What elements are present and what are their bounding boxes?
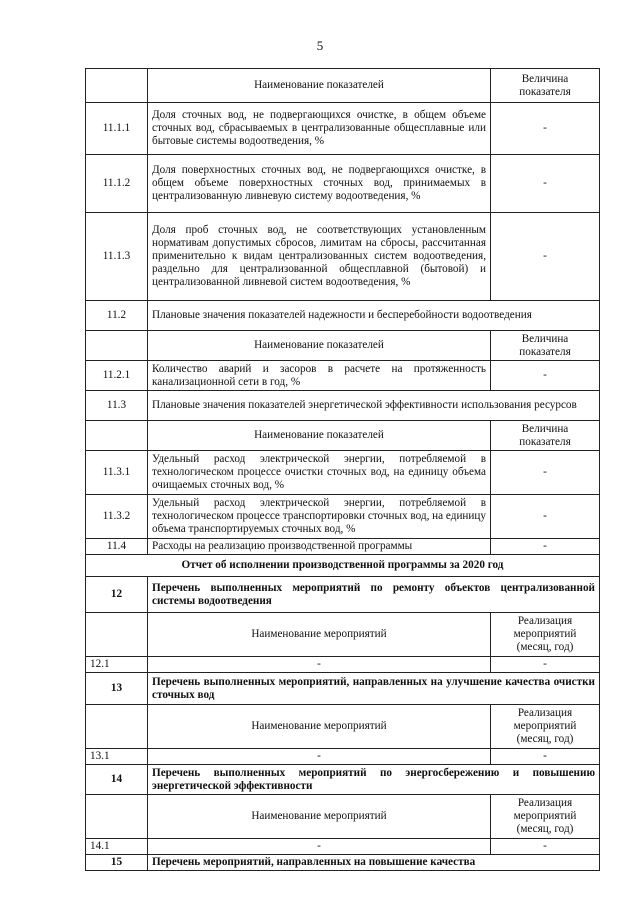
section-title: Плановые значения показателей надежности и бесперебойности водоотведения (148, 301, 600, 331)
row-value: - (491, 213, 600, 301)
indicators-table (85, 68, 600, 871)
table-header-row (86, 613, 600, 657)
report-title: Отчет об исполнении производственной программы за 2020 год (86, 555, 600, 577)
header-name-cell: Наименование мероприятий (148, 795, 491, 839)
table-row (86, 213, 600, 301)
section-title: Перечень выполненных мероприятий по ремонту объектов централизованной системы водоотведения (148, 577, 600, 613)
header-value-cell: Величина показателя (491, 421, 600, 451)
table-row (86, 361, 600, 391)
table-header-row (86, 69, 600, 103)
row-number: 14.1 (86, 839, 148, 855)
header-name-cell: Наименование показателей (148, 421, 491, 451)
row-value: - (491, 103, 600, 155)
row-number: 12.1 (86, 657, 148, 673)
table-row (86, 451, 600, 495)
row-value: - (491, 155, 600, 213)
row-number: 11.2.1 (86, 361, 148, 391)
header-value-cell: Реализация мероприятий (месяц, год) (491, 613, 600, 657)
row-number: 11.1.2 (86, 155, 148, 213)
row-number: 11.3 (86, 391, 148, 421)
table-header-row (86, 331, 600, 361)
section-row (86, 673, 600, 705)
row-value: - (491, 749, 600, 765)
header-num-cell (86, 613, 148, 657)
table-row (86, 103, 600, 155)
row-number: 11.3.1 (86, 451, 148, 495)
table-row (86, 749, 600, 765)
row-number: 11.1.1 (86, 103, 148, 155)
row-text: Удельный расход электрической энергии, потребляемой в технологическом процессе транспортировки сточных вод, на единицу объема транспортируемых сточных вод, % (148, 495, 491, 539)
header-name-cell: Наименование мероприятий (148, 705, 491, 749)
header-num-cell (86, 705, 148, 749)
header-num-cell (86, 69, 148, 103)
row-text: Доля проб сточных вод, не соответствующих установленным нормативам допустимых сбросов, лимитам на сбросы, рассчитанная применительно к видам централизованных систем водоотведения, раздельно для централизованной общесплавной (бытовой) и централизованной ливневой систем водоотведения, % (148, 213, 491, 301)
header-name-cell: Наименование показателей (148, 331, 491, 361)
section-title: Перечень выполненных мероприятий по энергосбережению и повышению энергетической эффективности (148, 765, 600, 795)
table-row (86, 657, 600, 673)
row-text: Доля поверхностных сточных вод, не подвергающихся очистке, в общем объеме поверхностных сточных вод, принимаемых в централизованную ливневую систему водоотведения, % (148, 155, 491, 213)
section-row (86, 855, 600, 871)
row-number: 11.1.3 (86, 213, 148, 301)
table-header-row (86, 705, 600, 749)
page-number: 5 (316, 38, 324, 53)
row-text: Расходы на реализацию производственной программы (148, 539, 491, 555)
section-number: 15 (86, 855, 148, 871)
header-num-cell (86, 331, 148, 361)
row-value: - (491, 495, 600, 539)
table-row (86, 495, 600, 539)
section-row (86, 765, 600, 795)
table-header-row (86, 421, 600, 451)
row-value: - (491, 657, 600, 673)
row-text: - (148, 749, 491, 765)
section-title: Перечень выполненных мероприятий, направленных на улучшение качества очистки сточных вод (148, 673, 600, 705)
header-value-cell: Реализация мероприятий (месяц, год) (491, 705, 600, 749)
table-row (86, 155, 600, 213)
section-row (86, 577, 600, 613)
section-number: 13 (86, 673, 148, 705)
header-num-cell (86, 795, 148, 839)
row-number: 11.4 (86, 539, 148, 555)
row-text: - (148, 657, 491, 673)
table-row (86, 301, 600, 331)
row-text: Доля сточных вод, не подвергающихся очистке, в общем объеме сточных вод, сбрасываемых в централизованные общесплавные или бытовые системы водоотведения, % (148, 103, 491, 155)
header-name-cell: Наименование показателей (148, 69, 491, 103)
table-row (86, 539, 600, 555)
row-value: - (491, 451, 600, 495)
section-number: 12 (86, 577, 148, 613)
row-value: - (491, 839, 600, 855)
row-value: - (491, 539, 600, 555)
row-number: 13.1 (86, 749, 148, 765)
row-number: 11.3.2 (86, 495, 148, 539)
row-number: 11.2 (86, 301, 148, 331)
table-header-row (86, 795, 600, 839)
header-value-cell: Величина показателя (491, 69, 600, 103)
row-text: Удельный расход электрической энергии, потребляемой в технологическом процессе очистки сточных вод, на единицу объема очищаемых сточных вод, % (148, 451, 491, 495)
header-value-cell: Реализация мероприятий (месяц, год) (491, 795, 600, 839)
table-row (86, 391, 600, 421)
header-num-cell (86, 421, 148, 451)
header-value-cell: Величина показателя (491, 331, 600, 361)
header-name-cell: Наименование мероприятий (148, 613, 491, 657)
section-title: Перечень мероприятий, направленных на повышение качества (148, 855, 600, 871)
row-text: - (148, 839, 491, 855)
row-value: - (491, 361, 600, 391)
row-text: Количество аварий и засоров в расчете на протяженность канализационной сети в год, % (148, 361, 491, 391)
section-title: Плановые значения показателей энергетической эффективности использования ресурсов (148, 391, 600, 421)
report-title-row (86, 555, 600, 577)
table-row (86, 839, 600, 855)
section-number: 14 (86, 765, 148, 795)
